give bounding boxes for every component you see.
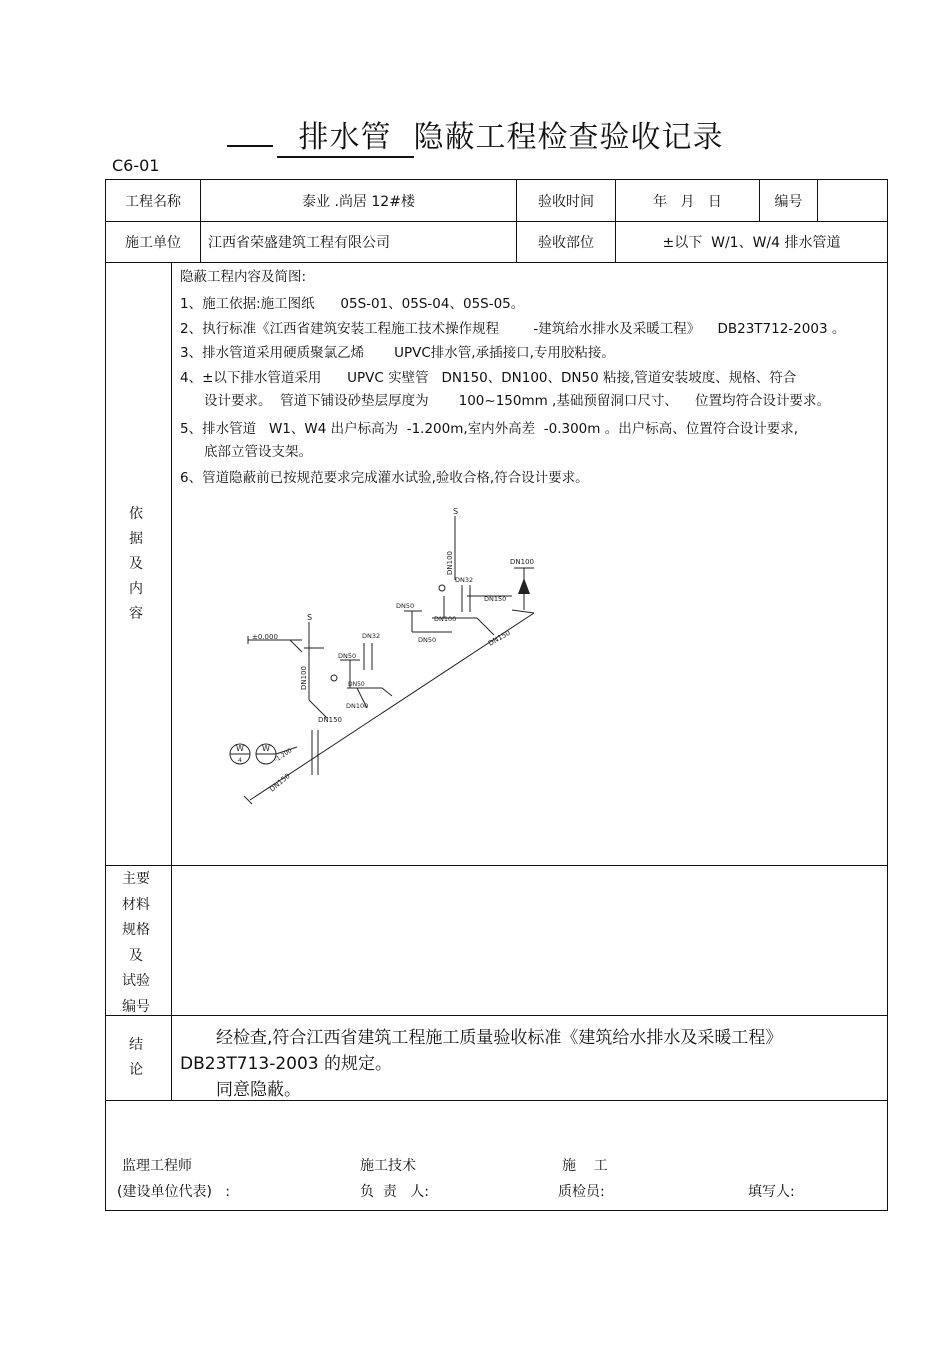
vent-dn100: DN100 [510,558,534,566]
qc-label: 施 工 [562,1158,608,1174]
construction-unit-value: 江西省荣盛建筑工程有限公司 [208,235,390,251]
title-pipe: 排水管 [277,112,414,158]
title-rest: 隐蔽工程检查验收记录 [413,120,724,155]
ground-level-label: ±0.000 [252,633,278,641]
main-upper-dn150: DN150 [487,628,512,648]
basis-item-4-cont: 设计要求。 管道下铺设砂垫层厚度为 100~150mm ,基础预留洞口尺寸、 位置均符合设计要求。 [204,393,831,409]
branch-2-dn50b: DN50 [418,636,437,644]
tech-lead-sub-label: 负 责 人: [360,1184,429,1200]
acceptance-part-label: 验收部位 [538,235,594,251]
branch-1-dn50b: DN50 [348,681,365,688]
conclusion-line-2: DB23T713-2003 的规定。 [180,1054,393,1074]
manhole-sub: 4 [238,757,242,764]
branch-1-dn32: DN32 [362,632,381,640]
branch-1-dn100: DN100 [346,702,369,710]
qc-sub-label: 质检员: [558,1184,605,1200]
basis-item-5: 5、排水管道 W1、W4 出户标高为 -1.200m,室内外高差 -0.300m 。出户标高、位置符合设计要求, [180,421,799,437]
page-title [0,112,950,158]
basis-item-1: 1、施工依据:施工图纸 05S-01、05S-04、05S-05。 [180,296,525,312]
outlet-elevation: -1.200 [273,747,294,764]
riser-1-dn100: DN100 [300,666,308,690]
basis-item-6: 6、管道隐蔽前已按规范要求完成灌水试验,验收合格,符合设计要求。 [180,470,589,486]
branch-2-dn150: DN150 [484,595,507,603]
basis-item-4: 4、±以下排水管道采用 UPVC 实壁管 DN150、DN100、DN50 粘接,管道安装坡度、规格、符合 [180,370,797,386]
basis-heading: 隐蔽工程内容及简图: [180,269,307,285]
tech-lead-label: 施工技术 [360,1158,416,1174]
conclusion-line-1: 经检查,符合江西省建筑工程施工质量验收标准《建筑给水排水及采暖工程》 [216,1028,783,1048]
pipe-isometric-diagram [172,500,887,860]
riser-2-dn32: DN32 [455,576,474,584]
acceptance-part-value: ±以下 W/1、W/4 排水管道 [662,235,841,251]
project-name-value: 泰业 .尚居 12#楼 [302,193,415,210]
number-label: 编号 [774,193,803,210]
project-name-label: 工程名称 [125,193,181,210]
supervisor-label: 监理工程师 [122,1158,192,1174]
branch-2-dn50: DN50 [396,602,415,610]
conclusion-line-3: 同意隐蔽。 [216,1080,301,1100]
basis-item-5-cont: 底部立管设支架。 [204,444,312,460]
branch-1-dn50a: DN50 [338,652,357,660]
main-dn150-label: DN150 [268,771,292,794]
riser-2-s: S [453,507,459,516]
branch-1-dn150: DN150 [318,716,342,724]
branch-2-dn100: DN100 [434,615,457,623]
riser-2-dn100: DN100 [446,551,454,575]
vent-arrow-icon [518,578,530,594]
acceptance-date-value: 年 月 日 [653,193,722,210]
filler-label: 填写人: [748,1184,795,1200]
basis-item-3: 3、排水管道采用硬质聚氯乙烯 UPVC排水管,承插接口,专用胶粘接。 [180,345,615,361]
manhole-w4-letter: W [262,744,270,753]
basis-item-2: 2、执行标准《江西省建筑安装工程施工技术操作规程 -建筑给水排水及采暖工程》 DB23T712-2003 。 [180,321,846,337]
construction-unit-label: 施工单位 [125,235,181,251]
basis-side-label: 依 据 及 内 容 [129,506,143,622]
acceptance-time-label: 验收时间 [538,193,594,210]
manhole-w1-letter: W [236,744,244,753]
title-underline-left [227,145,273,147]
materials-side-label: 主要 材料 规格 及 试验 编号 [122,871,150,1015]
supervisor-sub-label: (建设单位代表) : [117,1184,230,1200]
conclusion-side-label: 结 论 [129,1037,143,1078]
riser-1-s: S [307,613,313,622]
form-code: C6-01 [112,156,160,175]
